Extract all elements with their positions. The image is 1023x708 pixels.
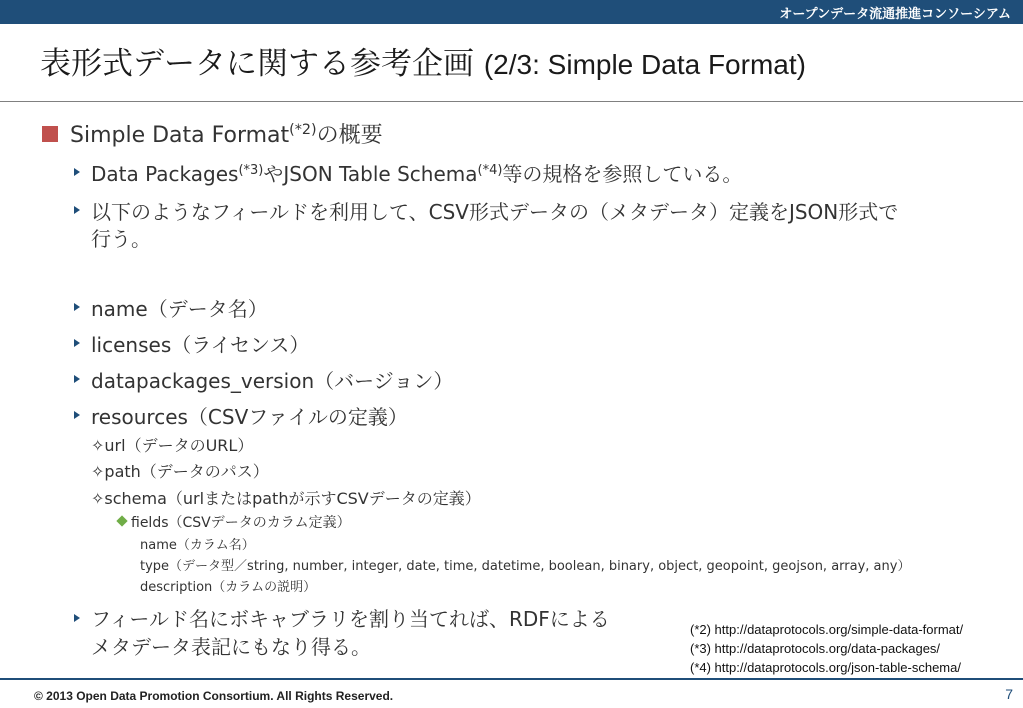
overview-suffix: の概要 xyxy=(316,123,383,148)
bullet-fields-line1: 以下のようなフィールドを利用して、CSV形式データの（メタデータ）定義をJSON形式で xyxy=(91,200,899,224)
resource-path: ✧path（データのパス） xyxy=(91,462,269,481)
square-bullet-icon xyxy=(42,126,58,142)
triangle-bullet-icon xyxy=(74,168,80,176)
triangle-bullet-icon xyxy=(74,375,80,383)
standards-suffix: 等の規格を参照している。 xyxy=(502,162,743,186)
resource-url: ✧url（データのURL） xyxy=(91,436,254,455)
title-main: 表形式データに関する参考企画 xyxy=(40,46,484,82)
triangle-bullet-icon xyxy=(74,206,80,214)
bullet-rdf-line2: メタデータ表記にもなり得る。 xyxy=(91,635,371,659)
footer-divider xyxy=(0,678,1023,680)
footnote-ref-4: (*4) xyxy=(477,162,503,178)
json-table-schema-label: やJSON Table Schema xyxy=(263,162,478,186)
title-divider xyxy=(0,101,1023,102)
column-description: description（カラムの説明） xyxy=(140,580,317,595)
slide-title xyxy=(40,38,806,83)
field-name: name（データ名） xyxy=(91,297,268,321)
triangle-bullet-icon xyxy=(74,411,80,419)
bullet-rdf-line1: フィールド名にボキャブラリを割り当てれば、RDFによる xyxy=(91,607,610,631)
bullet-standards xyxy=(91,158,742,187)
triangle-bullet-icon xyxy=(74,303,80,311)
org-name: オープンデータ流通推進コンソーシアム xyxy=(779,7,1011,22)
resource-schema: ✧schema（urlまたはpathが示すCSVデータの定義） xyxy=(91,489,481,508)
footnote-4: (*4) http://dataprotocols.org/json-table-schema/ xyxy=(690,660,961,675)
data-packages-label: Data Packages xyxy=(91,162,239,186)
field-licenses: licenses（ライセンス） xyxy=(91,333,310,357)
triangle-bullet-icon xyxy=(74,614,80,622)
page-number: 7 xyxy=(1005,686,1013,702)
title-sub: (2/3: Simple Data Format) xyxy=(483,49,806,80)
schema-fields: fields（CSVデータのカラム定義） xyxy=(131,515,351,531)
bullet-sdf-overview xyxy=(70,118,383,149)
diamond-bullet-icon xyxy=(116,515,127,526)
column-name: name（カラム名） xyxy=(140,538,255,553)
footnote-2: (*2) http://dataprotocols.org/simple-data-format/ xyxy=(690,622,964,637)
footnote-3: (*3) http://dataprotocols.org/data-packages/ xyxy=(690,641,941,656)
sdf-label: Simple Data Format xyxy=(70,123,290,148)
bullet-fields-line2: 行う。 xyxy=(91,227,151,251)
triangle-bullet-icon xyxy=(74,339,80,347)
copyright: © 2013 Open Data Promotion Consortium. All Rights Reserved. xyxy=(34,689,394,703)
field-resources: resources（CSVファイルの定義） xyxy=(91,405,408,429)
footnotes xyxy=(690,620,963,677)
footnote-ref-2: (*2) xyxy=(289,122,317,139)
header-bar xyxy=(0,0,1023,24)
footnote-ref-3: (*3) xyxy=(238,162,264,178)
column-type: type（データ型／string, number, integer, date, time, datetime, boolean, binary, object, geopoint, geojson, array, any） xyxy=(140,559,911,574)
field-version: datapackages_version（バージョン） xyxy=(91,369,454,393)
